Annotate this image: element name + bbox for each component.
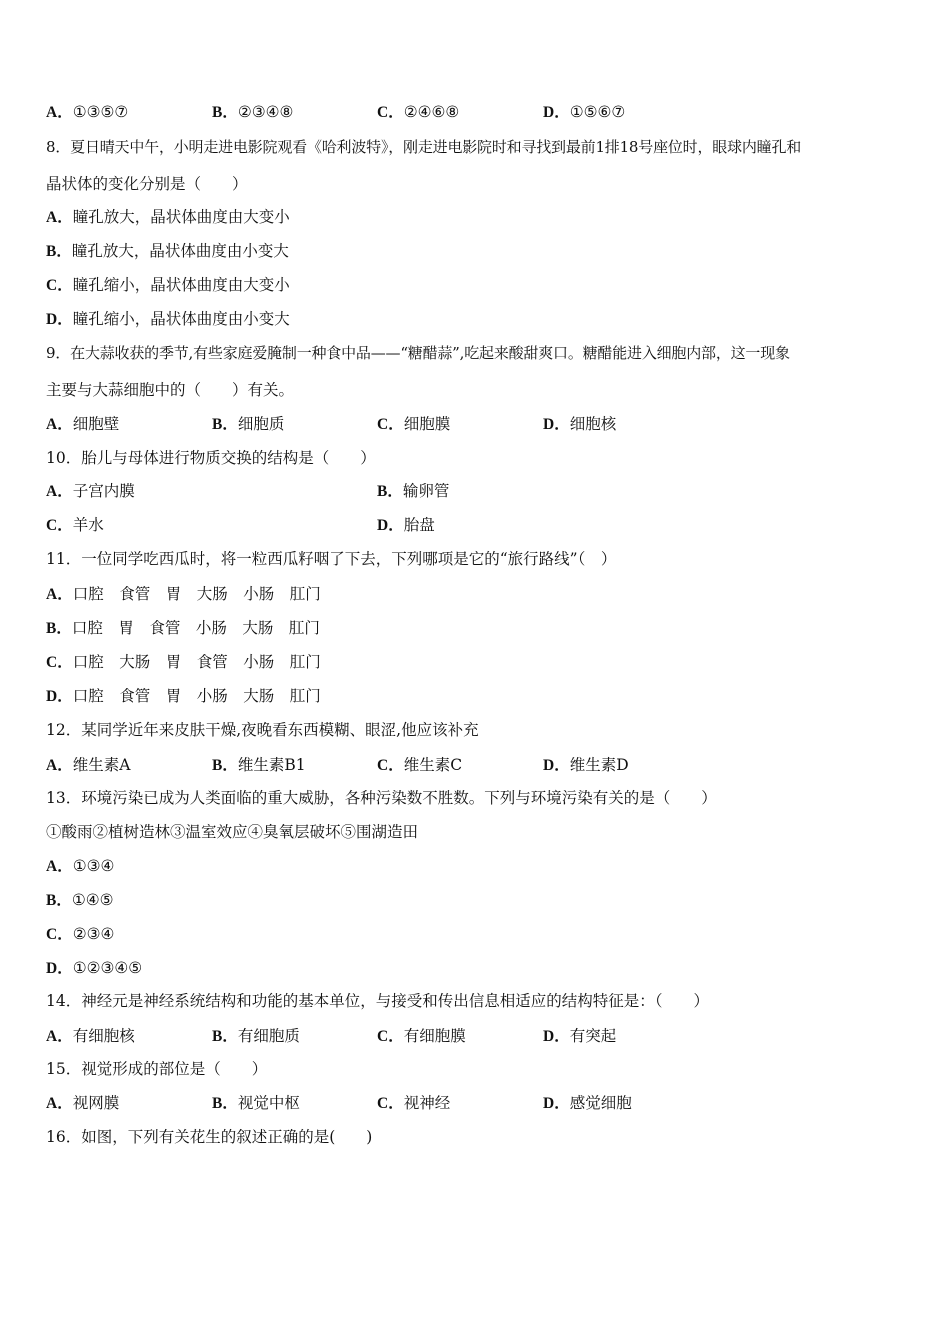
q10-option-a: [46, 481, 135, 502]
q10-stem: 10．胎儿与母体进行物质交换的结构是（ ）: [46, 449, 376, 467]
option-letter: A．: [46, 757, 73, 774]
q13-items: ①酸雨②植树造林③温室效应④臭氧层破坏⑤围湖造田: [46, 823, 419, 841]
q13-option-a: [46, 856, 114, 877]
q8-option-d: [46, 309, 290, 330]
q15-option-a: [46, 1093, 119, 1114]
q7-option-a: [46, 102, 128, 123]
option-text: 维生素D: [569, 756, 629, 774]
option-text: 维生素B1: [237, 756, 306, 774]
option-text: 口腔 食管 胃 大肠 小肠 肛门: [72, 585, 321, 603]
q11-option-b: [46, 618, 320, 639]
q12-option-c: [377, 755, 462, 776]
option-text: ①②③④⑤: [72, 959, 143, 977]
q14-option-d: [543, 1026, 616, 1047]
q9-option-a: [46, 414, 119, 435]
q10-option-c: [46, 515, 104, 536]
option-text: 有突起: [569, 1027, 617, 1045]
option-letter: B．: [212, 104, 238, 121]
option-text: 胎盘: [403, 516, 435, 534]
q15-option-d: [543, 1093, 632, 1114]
option-text: ②④⑥⑧: [403, 103, 460, 121]
q13-option-c: [46, 924, 114, 945]
option-text: 感觉细胞: [569, 1094, 632, 1112]
option-letter: C．: [377, 757, 404, 774]
option-text: 瞳孔缩小，晶状体曲度由大变小: [72, 276, 290, 294]
q7-option-c: [377, 102, 459, 123]
q8-option-a: [46, 207, 290, 228]
q9-stem-line1: 9．在大蒜收获的季节,有些家庭爱腌制一种食中品——“糖醋蒜”,吃起来酸甜爽口。糖醋能进入细胞内部，这一现象: [46, 344, 790, 362]
option-letter: D．: [543, 757, 570, 774]
option-text: 维生素C: [403, 756, 463, 774]
q13-option-d: [46, 958, 142, 979]
q10-option-b: [377, 481, 449, 502]
q8-option-b: [46, 241, 289, 262]
q11-stem: 11．一位同学吃西瓜时，将一粒西瓜籽咽了下去，下列哪项是它的“旅行路线”（ ）: [46, 550, 617, 568]
option-letter: C．: [377, 104, 404, 121]
option-letter: D．: [46, 688, 73, 705]
option-text: 瞳孔放大，晶状体曲度由大变小: [72, 208, 290, 226]
q15-option-c: [377, 1093, 450, 1114]
option-text: 瞳孔放大，晶状体曲度由小变大: [71, 242, 289, 260]
option-letter: C．: [377, 1095, 404, 1112]
q7-option-d: [543, 102, 625, 123]
q9-option-d: [543, 414, 616, 435]
option-letter: B．: [212, 757, 238, 774]
q10-option-d: [377, 515, 435, 536]
option-letter: B．: [212, 416, 238, 433]
option-text: 子宫内膜: [72, 482, 135, 500]
option-letter: D．: [543, 1095, 570, 1112]
option-letter: A．: [46, 858, 73, 875]
option-text: 维生素A: [72, 756, 131, 774]
option-text: 羊水: [72, 516, 104, 534]
option-letter: B．: [46, 620, 72, 637]
q13-option-b: [46, 890, 114, 911]
q15-stem: 15．视觉形成的部位是（ ）: [46, 1060, 268, 1078]
option-letter: B．: [212, 1095, 238, 1112]
q8-stem-line1: 8．夏日晴天中午，小明走进电影院观看《哈利波特》，刚走进电影院时和寻找到最前1排18号座位时，眼球内瞳孔和: [46, 138, 802, 156]
q12-option-d: [543, 755, 629, 776]
q12-option-a: [46, 755, 130, 776]
option-letter: A．: [46, 209, 73, 226]
option-letter: A．: [46, 1028, 73, 1045]
option-text: 有细胞质: [237, 1027, 300, 1045]
q7-option-b: [212, 102, 293, 123]
option-letter: D．: [543, 104, 570, 121]
option-text: 视网膜: [72, 1094, 120, 1112]
option-letter: C．: [46, 277, 73, 294]
option-text: 细胞壁: [72, 415, 120, 433]
option-text: ②③④: [72, 925, 115, 943]
option-text: ①⑤⑥⑦: [569, 103, 626, 121]
q9-option-b: [212, 414, 284, 435]
option-letter: D．: [46, 311, 73, 328]
option-letter: C．: [46, 517, 73, 534]
q9-option-c: [377, 414, 450, 435]
q12-option-b: [212, 755, 306, 776]
option-text: 细胞核: [569, 415, 617, 433]
option-text: 有细胞膜: [403, 1027, 466, 1045]
q16-stem: 16．如图，下列有关花生的叙述正确的是( ): [46, 1128, 373, 1146]
option-letter: D．: [543, 416, 570, 433]
option-letter: A．: [46, 1095, 73, 1112]
option-text: 细胞质: [237, 415, 285, 433]
option-letter: C．: [46, 926, 73, 943]
q13-stem: 13．环境污染已成为人类面临的重大威胁，各种污染数不胜数。下列与环境污染有关的是（ ）: [46, 789, 717, 807]
option-text: 口腔 大肠 胃 食管 小肠 肛门: [72, 653, 321, 671]
option-text: ①④⑤: [71, 891, 114, 909]
option-letter: B．: [46, 892, 72, 909]
option-text: ①③⑤⑦: [72, 103, 129, 121]
q8-stem-line2: 晶状体的变化分别是（ ）: [46, 175, 248, 193]
option-letter: D．: [377, 517, 404, 534]
q11-option-a: [46, 584, 321, 605]
option-text: 输卵管: [402, 482, 450, 500]
option-letter: B．: [212, 1028, 238, 1045]
option-text: ①③④: [72, 857, 115, 875]
q11-option-c: [46, 652, 321, 673]
q8-option-c: [46, 275, 290, 296]
option-letter: C．: [377, 416, 404, 433]
option-letter: D．: [543, 1028, 570, 1045]
option-letter: A．: [46, 416, 73, 433]
option-text: 细胞膜: [403, 415, 451, 433]
option-letter: C．: [46, 654, 73, 671]
q12-stem: 12．某同学近年来皮肤干燥,夜晚看东西模糊、眼涩,他应该补充: [46, 721, 479, 739]
option-text: 视神经: [403, 1094, 451, 1112]
option-text: ②③④⑧: [237, 103, 294, 121]
q15-option-b: [212, 1093, 300, 1114]
q14-stem: 14．神经元是神经系统结构和功能的基本单位，与接受和传出信息相适应的结构特征是：（ ）: [46, 992, 709, 1010]
q14-option-c: [377, 1026, 466, 1047]
option-letter: A．: [46, 586, 73, 603]
q11-option-d: [46, 686, 321, 707]
option-letter: B．: [46, 243, 72, 260]
option-text: 有细胞核: [72, 1027, 135, 1045]
q14-option-a: [46, 1026, 135, 1047]
option-text: 口腔 食管 胃 小肠 大肠 肛门: [72, 687, 321, 705]
option-letter: C．: [377, 1028, 404, 1045]
q9-stem-line2: 主要与大蒜细胞中的（ ）有关。: [46, 381, 295, 399]
option-text: 口腔 胃 食管 小肠 大肠 肛门: [71, 619, 320, 637]
option-text: 瞳孔缩小，晶状体曲度由小变大: [72, 310, 290, 328]
option-letter: D．: [46, 960, 73, 977]
option-letter: A．: [46, 104, 73, 121]
option-text: 视觉中枢: [237, 1094, 300, 1112]
option-letter: A．: [46, 483, 73, 500]
option-letter: B．: [377, 483, 403, 500]
q14-option-b: [212, 1026, 300, 1047]
